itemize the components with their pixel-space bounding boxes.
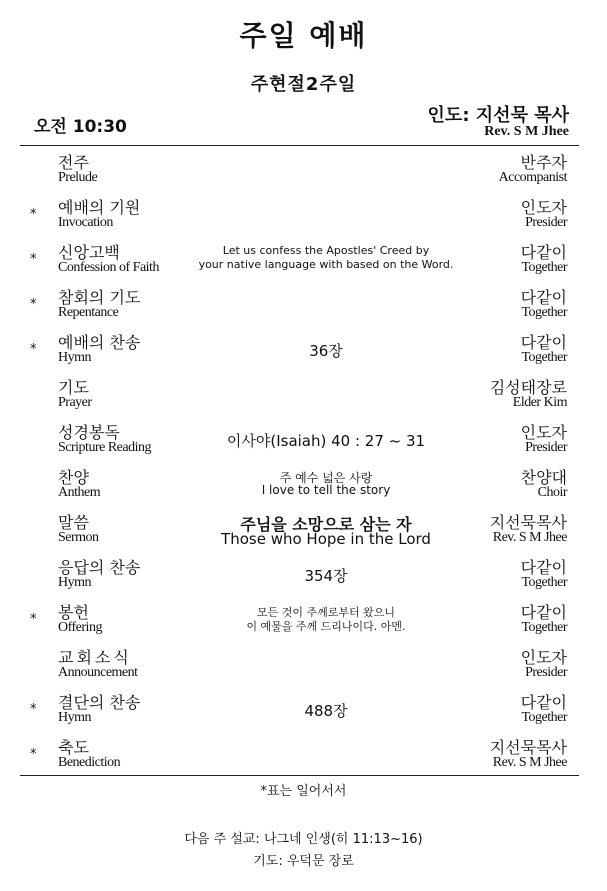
- order-item-prayer: [0, 373, 607, 418]
- item-leader-en: Elder Kim: [512, 395, 567, 410]
- order-item-closing-hymn: [0, 688, 607, 733]
- item-title-ko: 결단의 찬송: [58, 693, 141, 712]
- item-leader-en: Together: [521, 575, 567, 590]
- item-title-en: Hymn: [58, 575, 91, 590]
- item-leader-en: Together: [521, 710, 567, 725]
- item-leader-ko: 김성태장로: [489, 378, 567, 397]
- item-leader-ko: 인도자: [520, 423, 567, 442]
- item-title-en: Benediction: [58, 755, 121, 770]
- order-item-response-hymn: [0, 553, 607, 598]
- hymn-number: 354장: [304, 567, 348, 585]
- top-rule: [20, 145, 579, 146]
- item-title-ko: 찬양: [58, 468, 89, 487]
- item-title-en: Announcement: [58, 665, 138, 680]
- next-week-prayer: 기도: 우덕문 장로: [253, 854, 354, 869]
- service-leader: 인도: 지선묵 목사: [427, 105, 569, 126]
- item-title-ko: 축도: [58, 738, 89, 757]
- item-leader-en: Rev. S M Jhee: [492, 530, 567, 545]
- item-detail-line2: your native language with based on the Word.: [198, 258, 454, 271]
- item-leader-en: Together: [521, 305, 567, 320]
- item-title-en: Prayer: [58, 395, 92, 410]
- stand-marker: *: [30, 702, 37, 717]
- item-title-ko: 예배의 찬송: [58, 333, 141, 352]
- order-item-invocation: [0, 193, 607, 238]
- service-subtitle: 주현절2주일: [250, 74, 357, 95]
- order-item-scripture: [0, 418, 607, 463]
- item-title-ko: 응답의 찬송: [58, 558, 141, 577]
- scripture-reference: 이사야(Isaiah) 40 : 27 ~ 31: [226, 432, 426, 450]
- item-title-ko: 성경봉독: [58, 423, 120, 442]
- item-leader-en: Presider: [525, 215, 567, 230]
- item-leader-en: Accompanist: [498, 170, 567, 185]
- item-title-ko: 말씀: [58, 513, 89, 532]
- stand-marker: *: [30, 207, 37, 222]
- item-leader-ko: 찬양대: [520, 468, 567, 487]
- item-leader-ko: 지선묵목사: [489, 738, 567, 757]
- item-leader-en: Choir: [537, 485, 567, 500]
- order-item-offering: [0, 598, 607, 643]
- item-title-en: Confession of Faith: [58, 260, 159, 275]
- item-title-ko: 참회의 기도: [58, 288, 141, 307]
- order-item-anthem: [0, 463, 607, 508]
- item-title-en: Repentance: [58, 305, 119, 320]
- item-title-en: Hymn: [58, 350, 91, 365]
- item-leader-ko: 다같이: [520, 603, 567, 622]
- item-title-en: Prelude: [58, 170, 98, 185]
- item-leader-ko: 다같이: [520, 333, 567, 352]
- offering-prayer-line1: 모든 것이 주께로부터 왔으니: [256, 606, 395, 619]
- anthem-title-ko: 주 예수 넓은 사랑: [279, 471, 373, 485]
- hymn-number: 36장: [309, 342, 343, 360]
- order-item-benediction: [0, 733, 607, 778]
- item-title-ko: 전주: [58, 153, 89, 172]
- item-title-en: Invocation: [58, 215, 113, 230]
- item-leader-en: Rev. S M Jhee: [492, 755, 567, 770]
- anthem-title-en: I love to tell the story: [261, 483, 391, 497]
- item-title-en: Offering: [58, 620, 102, 635]
- item-detail-line1: Let us confess the Apostles' Creed by: [222, 244, 430, 257]
- item-title-en: Scripture Reading: [58, 440, 151, 455]
- order-item-repentance: [0, 283, 607, 328]
- next-week-sermon: 다음 주 설교: 나그네 인생(히 11:13~16): [184, 832, 423, 847]
- item-leader-ko: 다같이: [520, 288, 567, 307]
- item-title-en: Hymn: [58, 710, 91, 725]
- standing-footnote: *표는 일어서서: [260, 784, 347, 799]
- item-leader-ko: 인도자: [520, 198, 567, 217]
- item-leader-ko: 다같이: [520, 558, 567, 577]
- order-item-sermon: [0, 508, 607, 553]
- item-title-ko: 교회소식: [58, 648, 132, 667]
- service-leader-en: Rev. S M Jhee: [484, 124, 569, 139]
- item-leader-en: Together: [521, 260, 567, 275]
- item-title-en: Anthem: [58, 485, 101, 500]
- item-title-ko: 기도: [58, 378, 89, 397]
- service-time: 오전 10:30: [34, 117, 127, 137]
- stand-marker: *: [30, 342, 37, 357]
- offering-prayer-line2: 이 예물을 주께 드리나이다. 아멘.: [246, 620, 406, 633]
- item-title-ko: 예배의 기원: [58, 198, 141, 217]
- stand-marker: *: [30, 252, 37, 267]
- item-leader-en: Together: [521, 350, 567, 365]
- item-title-ko: 봉헌: [58, 603, 89, 622]
- item-leader-ko: 지선묵목사: [489, 513, 567, 532]
- bulletin-title: 주일 예배: [239, 19, 368, 52]
- sermon-title-en: Those who Hope in the Lord: [221, 530, 431, 548]
- item-leader-en: Presider: [525, 665, 567, 680]
- item-leader-ko: 다같이: [520, 693, 567, 712]
- item-leader-ko: 반주자: [520, 153, 567, 172]
- item-leader-ko: 다같이: [520, 243, 567, 262]
- order-item-prelude: [0, 148, 607, 193]
- order-item-opening-hymn: [0, 328, 607, 373]
- order-item-announcement: [0, 643, 607, 688]
- stand-marker: *: [30, 297, 37, 312]
- bottom-rule: [20, 775, 579, 776]
- item-title-ko: 신앙고백: [58, 243, 120, 262]
- stand-marker: *: [30, 612, 37, 627]
- item-leader-en: Presider: [525, 440, 567, 455]
- item-leader-en: Together: [521, 620, 567, 635]
- stand-marker: *: [30, 747, 37, 762]
- order-item-confession: [0, 238, 607, 283]
- hymn-number: 488장: [304, 702, 348, 720]
- item-title-en: Sermon: [58, 530, 99, 545]
- sermon-title-ko: 주님을 소망으로 삼는 자: [240, 515, 412, 534]
- item-leader-ko: 인도자: [520, 648, 567, 667]
